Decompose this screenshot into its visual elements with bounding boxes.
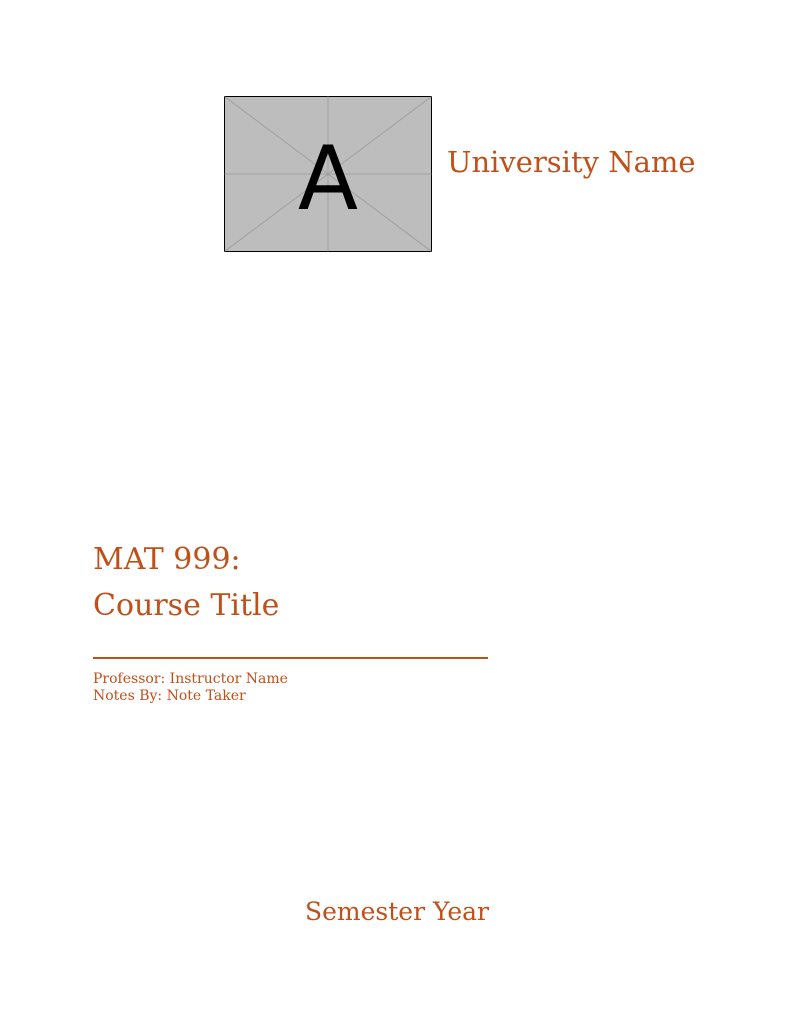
image-placeholder-icon: [224, 96, 432, 252]
placeholder-letter: A: [297, 127, 359, 230]
course-title: Course Title: [93, 588, 280, 623]
university-logo-placeholder: [224, 96, 432, 252]
professor-line: Professor: Instructor Name: [93, 671, 288, 687]
title-divider: [93, 657, 488, 659]
course-code: MAT 999:: [93, 542, 241, 577]
university-name: University Name: [447, 145, 696, 179]
notes-by-line: Notes By: Note Taker: [93, 688, 246, 704]
semester-year: Semester Year: [305, 897, 489, 926]
